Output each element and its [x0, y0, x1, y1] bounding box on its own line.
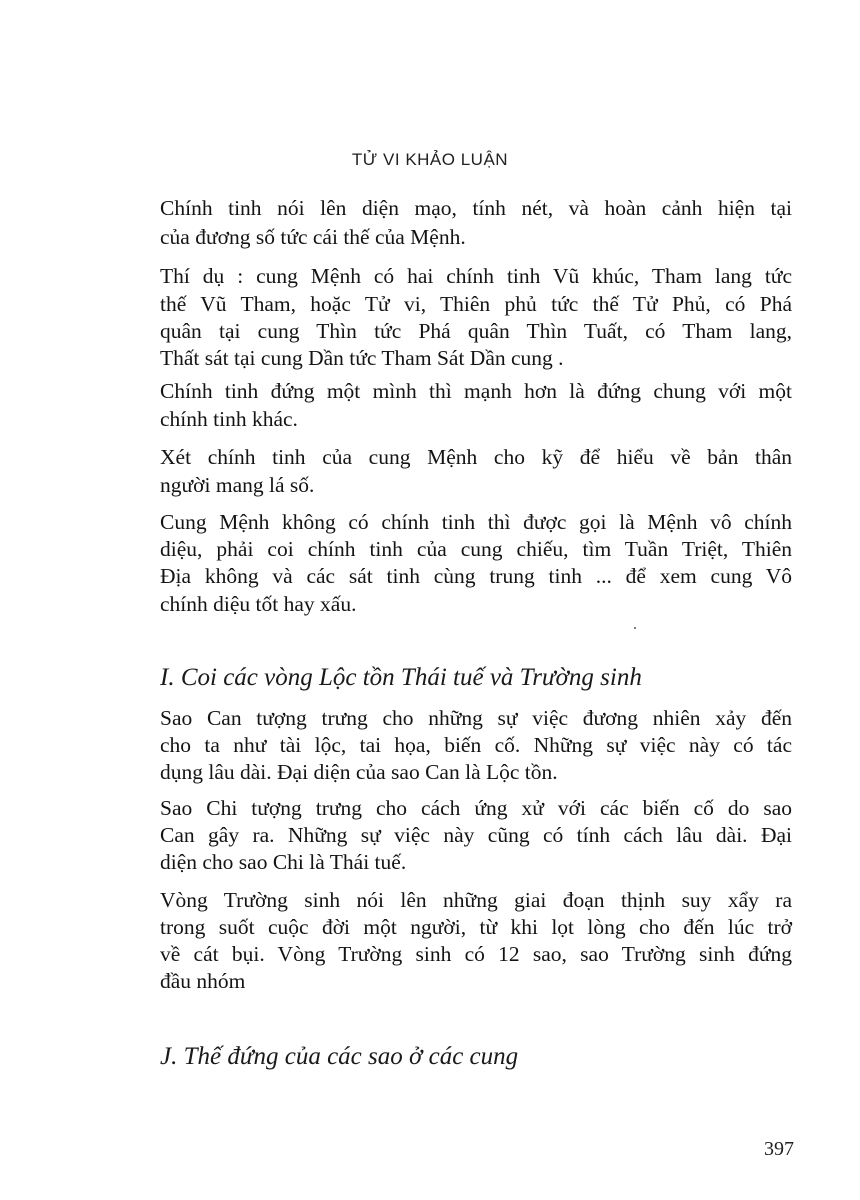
paragraph-line: diệu, phải coi chính tinh của cung chiếu, tìm Tuần Triệt, Thiên — [160, 537, 792, 561]
paragraph-line: của đương số tức cái thế của Mệnh. — [160, 225, 466, 249]
scan-speck — [634, 627, 636, 629]
paragraph-line: Thất sát tại cung Dần tức Tham Sát Dần cung . — [160, 346, 564, 370]
paragraph-line: Địa không và các sát tinh cùng trung tinh ... để xem cung Vô — [160, 564, 792, 588]
paragraph-line: người mang lá số. — [160, 473, 315, 497]
paragraph-line: Sao Can tượng trưng cho những sự việc đương nhiên xảy đến — [160, 706, 792, 730]
paragraph-line: quân tại cung Thìn tức Phá quân Thìn Tuất, có Tham lang, — [160, 319, 792, 343]
section-heading-j: J. Thế đứng của các sao ở các cung — [160, 1043, 519, 1070]
paragraph-line: chính diệu tốt hay xấu. — [160, 592, 357, 616]
page-number: 397 — [764, 1138, 794, 1160]
paragraph-line: Sao Chi tượng trưng cho cách ứng xử với các biến cố do sao — [160, 796, 792, 820]
section-heading-i: I. Coi các vòng Lộc tồn Thái tuế và Trường sinh — [160, 664, 642, 691]
paragraph-line: Can gây ra. Những sự việc này cũng có tính cách lâu dài. Đại — [160, 823, 792, 847]
paragraph-line: thế Vũ Tham, hoặc Tử vi, Thiên phủ tức thế Tử Phủ, có Phá — [160, 292, 792, 316]
running-head: TỬ VI KHẢO LUẬN — [351, 150, 509, 169]
paragraph-line: trong suốt cuộc đời một người, từ khi lọt lòng cho đến lúc trở — [160, 915, 792, 939]
paragraph-line: Vòng Trường sinh nói lên những giai đoạn thịnh suy xẩy ra — [160, 888, 792, 912]
paragraph-line: Xét chính tinh của cung Mệnh cho kỹ để hiểu về bản thân — [160, 445, 792, 469]
paragraph-line: Cung Mệnh không có chính tinh thì được gọi là Mệnh vô chính — [160, 510, 792, 534]
paragraph-line: chính tinh khác. — [160, 407, 298, 431]
paragraph-line: Thí dụ : cung Mệnh có hai chính tinh Vũ khúc, Tham lang tức — [160, 264, 792, 288]
paragraph-line: về cát bụi. Vòng Trường sinh có 12 sao, sao Trường sinh đứng — [160, 942, 792, 966]
paragraph-line: Chính tinh nói lên diện mạo, tính nét, và hoàn cảnh hiện tại — [160, 196, 792, 220]
paragraph-line: Chính tinh đứng một mình thì mạnh hơn là đứng chung với một — [160, 379, 792, 403]
paragraph-line: dụng lâu dài. Đại diện của sao Can là Lộc tồn. — [160, 760, 558, 784]
paragraph-line: diện cho sao Chi là Thái tuế. — [160, 850, 407, 874]
paragraph-line: cho ta như tài lộc, tai họa, biến cố. Những sự việc này có tác — [160, 733, 792, 757]
paragraph-line: đầu nhóm — [160, 969, 246, 993]
